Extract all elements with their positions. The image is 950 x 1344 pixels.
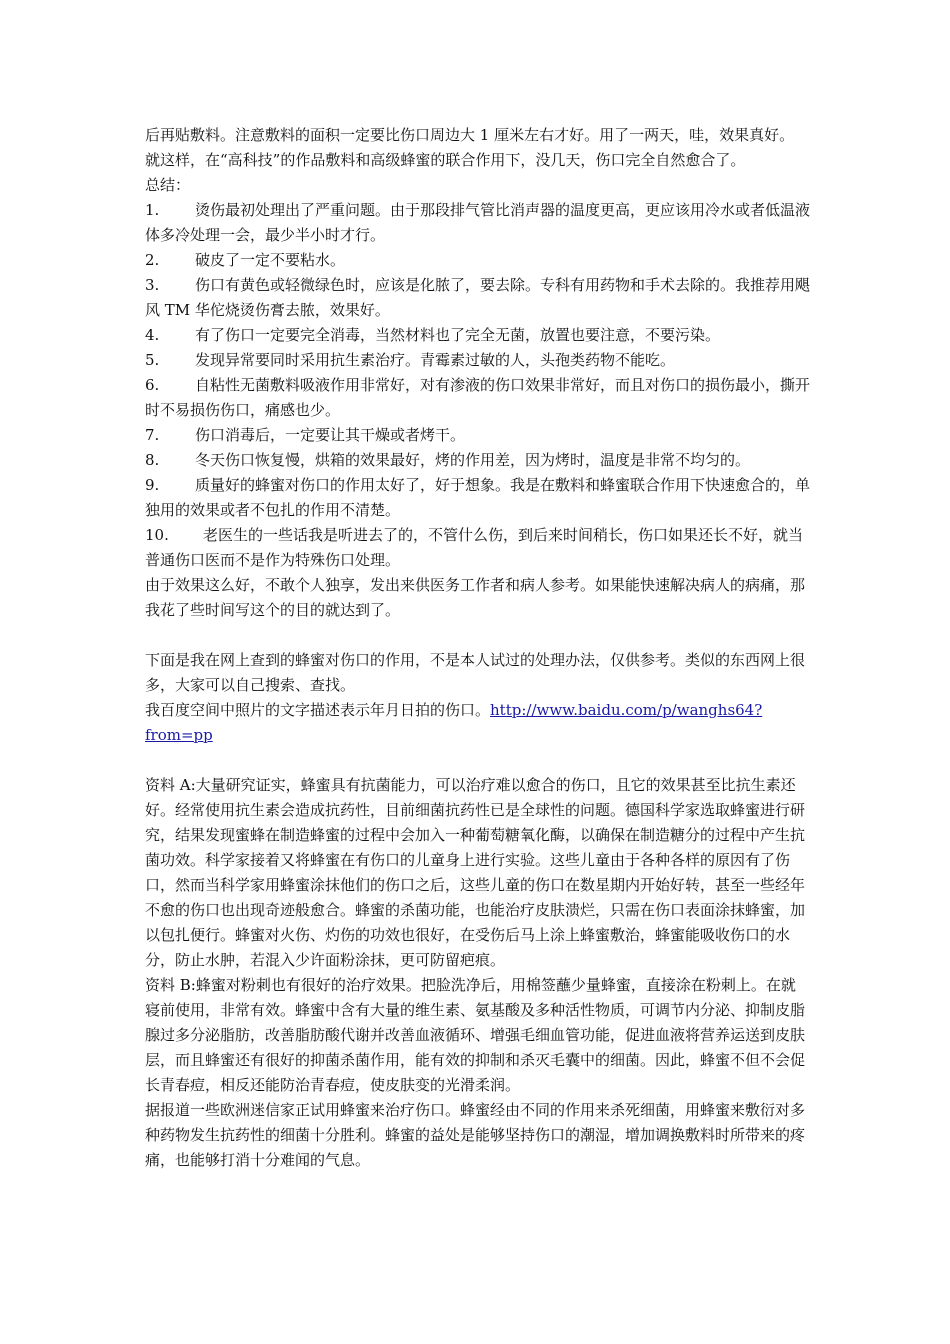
list-item-number: 8. bbox=[145, 451, 160, 469]
summary-heading: 总结： bbox=[145, 176, 191, 194]
list-item-text: 质量好的蜂蜜对伤口的作用太好了，好于想象。我是在敷料和蜂蜜联合作用下快速愈合的，单独用的效果或者不包扎的作用不清楚。 bbox=[145, 476, 811, 519]
report-paragraph: 据报道一些欧洲迷信家正试用蜂蜜来治疗伤口。蜂蜜经由不同的作用来杀死细菌，用蜂蜜来敷衍对多种药物发生抗药性的细菌十分胜利。蜂蜜的益处是能够坚持伤口的潮湿，增加调换敷料时所带来的疼痛，也能够打消十分难闻的气息。 bbox=[145, 1101, 806, 1169]
list-item bbox=[145, 348, 810, 373]
baidu-photo-paragraph bbox=[145, 698, 810, 748]
intro-paragraph-1: 后再贴敷料。注意敷料的面积一定要比伤口周边大 1 厘米左右才好。用了一两天，哇，效果真好。 bbox=[145, 126, 795, 144]
list-item-text: 烫伤最初处理出了严重问题。由于那段排气管比消声器的温度更高，更应该用冷水或者低温液体多冷处理一会，最少半小时才行。 bbox=[145, 201, 811, 244]
list-item-text: 老医生的一些话我是听进去了的，不管什么伤，到后来时间稍长，伤口如果还长不好，就当普通伤口医而不是作为特殊伤口处理。 bbox=[145, 526, 804, 569]
list-item-number: 7. bbox=[145, 426, 160, 444]
list-item-text: 发现异常要同时采用抗生素治疗。青霉素过敏的人，头孢类药物不能吃。 bbox=[195, 351, 676, 369]
list-item-text: 冬天伤口恢复慢，烘箱的效果最好，烤的作用差，因为烤时，温度是非常不均匀的。 bbox=[195, 451, 751, 469]
closing-paragraph: 由于效果这么好，不敢个人独享，发出来供医务工作者和病人参考。如果能快速解决病人的病痛，那我花了些时间写这个的目的就达到了。 bbox=[145, 576, 806, 619]
list-item bbox=[145, 473, 810, 523]
list-item-text: 自粘性无菌敷料吸液作用非常好，对有渗液的伤口效果非常好，而且对伤口的损伤最小，撕开时不易损伤伤口，痛感也少。 bbox=[145, 376, 811, 419]
list-item-text: 有了伤口一定要完全消毒，当然材料也了完全无菌，放置也要注意，不要污染。 bbox=[195, 326, 721, 344]
list-item bbox=[145, 373, 810, 423]
list-item-text: 伤口消毒后，一定要让其干燥或者烤干。 bbox=[195, 426, 466, 444]
list-item-number: 3. bbox=[145, 276, 160, 294]
resource-a-paragraph: 资料 A:大量研究证实，蜂蜜具有抗菌能力，可以治疗难以愈合的伤口，且它的效果甚至比抗生素还好。经常使用抗生素会造成抗药性，目前细菌抗药性已是全球性的问题。德国科学家选取蜂蜜进行研究，结果发现蜜蜂在制造蜂蜜的过程中会加入一种葡萄糖氧化酶，以确保在制造糖分的过程中产生抗菌功效。科学家接着又将蜂蜜在有伤口的儿童身上进行实验。这些儿童由于各种各样的原因有了伤口，然而当科学家用蜂蜜涂抹他们的伤口之后，这些儿童的伤口在数星期内开始好转，甚至一些经年不愈的伤口也出现奇迹般愈合。蜂蜜的杀菌功能，也能治疗皮肤溃烂，只需在伤口表面涂抹蜂蜜，加以包扎便行。蜂蜜对火伤、灼伤的功效也很好，在受伤后马上涂上蜂蜜敷治，蜂蜜能吸收伤口的水分，防止水肿，若混入少许面粉涂抹，更可防留疤痕。 bbox=[145, 776, 806, 969]
list-item bbox=[145, 248, 810, 273]
list-item bbox=[145, 273, 810, 323]
summary-list bbox=[145, 198, 810, 573]
list-item bbox=[145, 323, 810, 348]
list-item-number: 9. bbox=[145, 476, 160, 494]
list-item-number: 6. bbox=[145, 376, 160, 394]
list-item bbox=[145, 198, 810, 248]
list-item-text: 破皮了一定不要粘水。 bbox=[195, 251, 346, 269]
list-item-number: 2. bbox=[145, 251, 160, 269]
list-item bbox=[145, 448, 810, 473]
list-item-number: 10. bbox=[145, 526, 169, 544]
list-item-number: 1. bbox=[145, 201, 160, 219]
baidu-space-link[interactable]: http://www.baidu.com/p/wanghs64? from=pp bbox=[145, 701, 763, 744]
list-item-number: 4. bbox=[145, 326, 160, 344]
list-item bbox=[145, 523, 810, 573]
list-item-text: 伤口有黄色或轻微绿色时，应该是化脓了，要去除。专科有用药物和手术去除的。我推荐用飓风 TM 华佗烧烫伤膏去脓，效果好。 bbox=[145, 276, 811, 319]
intro-paragraph-2: 就这样，在“高科技”的作品敷料和高级蜂蜜的联合作用下，没几天，伤口完全自然愈合了。 bbox=[145, 151, 746, 169]
online-intro-paragraph: 下面是我在网上查到的蜂蜜对伤口的作用，不是本人试过的处理办法，仅供参考。类似的东西网上很多，大家可以自己搜索、查找。 bbox=[145, 651, 806, 694]
list-item bbox=[145, 423, 810, 448]
baidu-photo-text: 我百度空间中照片的文字描述表示年月日拍的伤口。 bbox=[145, 701, 491, 719]
blank-line bbox=[145, 748, 810, 773]
document-body bbox=[145, 123, 810, 1173]
blank-line bbox=[145, 623, 810, 648]
resource-b-paragraph: 资料 B:蜂蜜对粉刺也有很好的治疗效果。把脸洗净后，用棉签蘸少量蜂蜜，直接涂在粉刺上。在就寝前使用，非常有效。蜂蜜中含有大量的维生素、氨基酸及多种活性物质，可调节内分泌、抑制皮脂腺过多分泌脂肪，改善脂肪酸代谢并改善血液循环、增强毛细血管功能，促进血液将营养运送到皮肤层，而且蜂蜜还有很好的抑菌杀菌作用，能有效的抑制和杀灭毛囊中的细菌。因此，蜂蜜不但不会促长青春痘，相反还能防治青春痘，使皮肤变的光滑柔润。 bbox=[145, 976, 806, 1094]
list-item-number: 5. bbox=[145, 351, 160, 369]
